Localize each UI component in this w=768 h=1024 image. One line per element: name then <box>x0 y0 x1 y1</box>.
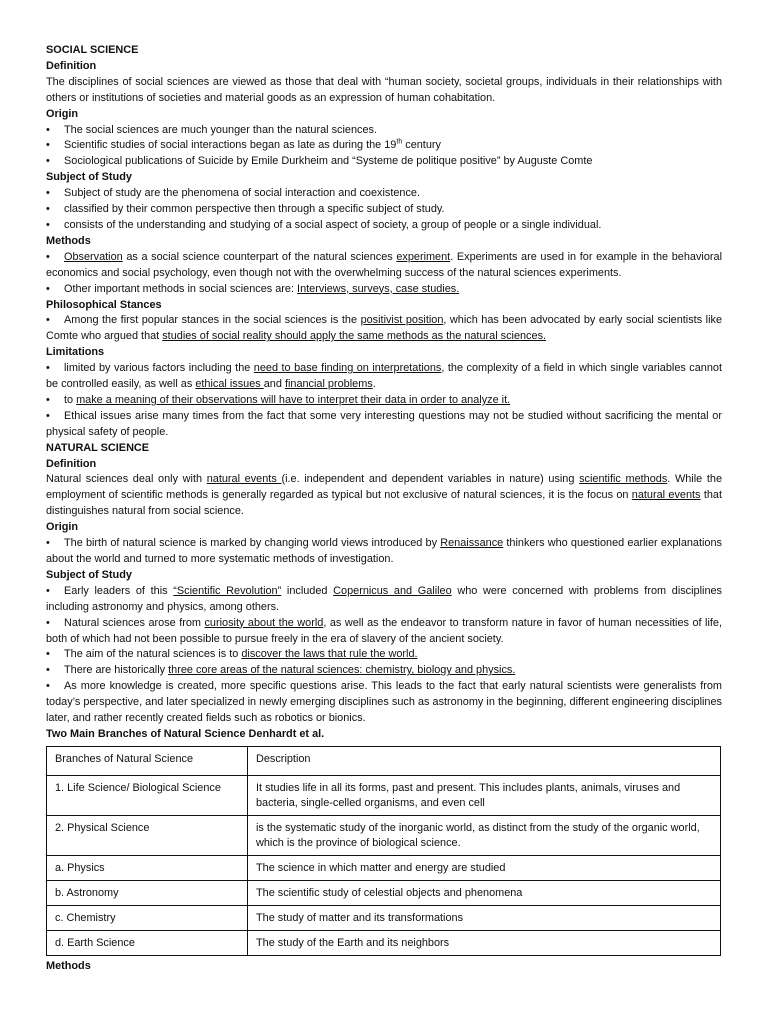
list-item: • Ethical issues arise many times from the fact that some very interesting questions may not be studied without sacrificing the mental or physical safety of people. <box>46 409 722 438</box>
list-item: • There are historically three core areas of the natural sciences: chemistry, biology and physics. <box>46 664 516 677</box>
heading-methods: Methods <box>46 959 91 972</box>
list-item: • Sociological publications of Suicide by Emile Durkheim and “Systeme de politique positive” by Auguste Comte <box>46 155 593 168</box>
list-item: • consists of the understanding and studying of a social aspect of society, a group of people or a single individual. <box>46 218 602 231</box>
list-item: • Early leaders of this “Scientific Revolution” included Copernicus and Galileo who were concerned with problems from disciplines including astronomy and physics, among others. <box>46 584 723 613</box>
list-item: • Observation as a social science counterpart of the natural sciences experiment. Experiments are used in for example in the behavioral economics and social psychology, even though not with the overwhelming success of the natural sciences experiments. <box>46 250 722 279</box>
list-item: • The aim of the natural sciences is to discover the laws that rule the world. <box>46 648 418 661</box>
branch-cell: 1. Life Science/ Biological Science <box>47 775 248 815</box>
column-header-branch: Branches of Natural Science <box>47 746 248 775</box>
heading-definition: Definition <box>46 59 97 72</box>
table-row <box>47 930 721 955</box>
heading-subject-of-study: Subject of Study <box>46 171 132 184</box>
heading-subject-of-study: Subject of Study <box>46 568 132 581</box>
document-page <box>46 43 722 975</box>
list-item: • The birth of natural science is marked by changing world views introduced by Renaissance thinkers who questioned earlier explanations about the world and turned to more systematic methods of investigation. <box>46 537 722 565</box>
list-item: • Natural sciences arose from curiosity about the world, as well as the endeavor to transform nature in favor of human necessities of life, both of which had not been possible to pursue freely in the era of slavery of the ancient society. <box>46 616 722 645</box>
branch-cell: c. Chemistry <box>47 905 248 930</box>
description-cell: The scientific study of celestial objects and phenomena <box>248 880 721 905</box>
list-item: • Scientific studies of social interactions began as late as during the 19th century <box>46 138 441 152</box>
branch-cell: b. Astronomy <box>47 880 248 905</box>
description-cell: is the systematic study of the inorganic world, as distinct from the study of the organic world, which is the province of biological science. <box>248 815 721 855</box>
table-row <box>47 905 721 930</box>
branches-table <box>46 746 721 956</box>
heading-origin: Origin <box>46 107 79 120</box>
table-row <box>47 775 721 815</box>
section-title-social-science: SOCIAL SCIENCE <box>46 44 139 56</box>
description-cell: The study of matter and its transformations <box>248 905 721 930</box>
heading-definition: Definition <box>46 457 97 470</box>
section-title-natural-science: NATURAL SCIENCE <box>46 441 150 454</box>
description-cell: It studies life in all its forms, past and present. This includes plants, animals, viruses and bacteria, single-celled organisms, and even cell <box>248 775 721 815</box>
list-item: • Subject of study are the phenomena of social interaction and coexistence. <box>46 187 420 200</box>
table-row <box>47 855 721 880</box>
heading-philosophical-stances: Philosophical Stances <box>46 298 162 311</box>
heading-methods: Methods <box>46 234 91 247</box>
list-item: • classified by their common perspective then through a specific subject of study. <box>46 203 445 216</box>
description-cell: The study of the Earth and its neighbors <box>248 930 721 955</box>
branch-cell: d. Earth Science <box>47 930 248 955</box>
paragraph-definition: The disciplines of social sciences are viewed as those that deal with “human society, societal groups, individuals in their relationships with others or institutions of societies and material goods as an expression of human cohabitation. <box>46 75 722 104</box>
branch-cell: a. Physics <box>47 855 248 880</box>
table-row <box>47 880 721 905</box>
paragraph-definition: Natural sciences deal only with natural events (i.e. independent and dependent variables in nature) using scientific methods. While the employment of scientific methods is generally regarded as typical but not exclusive of natural sciences, it is the focus on natural events that distinguishes natural from social science. <box>46 473 723 518</box>
list-item: • As more knowledge is created, more specific questions arise. This leads to the fact that early natural scientists were generalists from today’s perspective, and later specialized in newly emerging disciplines such as astronomy in the beginning, different engineering disciplines later, and rather recently created fields such as robotics or bionics. <box>46 680 722 725</box>
column-header-description: Description <box>248 746 721 775</box>
heading-limitations: Limitations <box>46 346 105 359</box>
list-item: • to make a meaning of their observations will have to interpret their data in order to analyze it. <box>46 393 511 406</box>
table-caption: Two Main Branches of Natural Science Denhardt et al. <box>46 727 325 740</box>
list-item: • limited by various factors including the need to base finding on interpretations, the complexity of a field in which single variables cannot be controlled easily, as well as ethical issues and financial problems. <box>46 362 722 391</box>
list-item: • The social sciences are much younger than the natural sciences. <box>46 123 377 136</box>
list-item: • Other important methods in social sciences are: Interviews, surveys, case studies. <box>46 282 460 295</box>
description-cell: The science in which matter and energy are studied <box>248 855 721 880</box>
table-header-row <box>47 746 721 775</box>
table-row <box>47 815 721 855</box>
list-item: • Among the first popular stances in the social sciences is the positivist position, which has been advocated by early social scientists like Comte who argued that studies of social reality should apply the same methods as the natural sciences. <box>46 314 722 343</box>
branch-cell: 2. Physical Science <box>47 815 248 855</box>
heading-origin: Origin <box>46 521 79 534</box>
